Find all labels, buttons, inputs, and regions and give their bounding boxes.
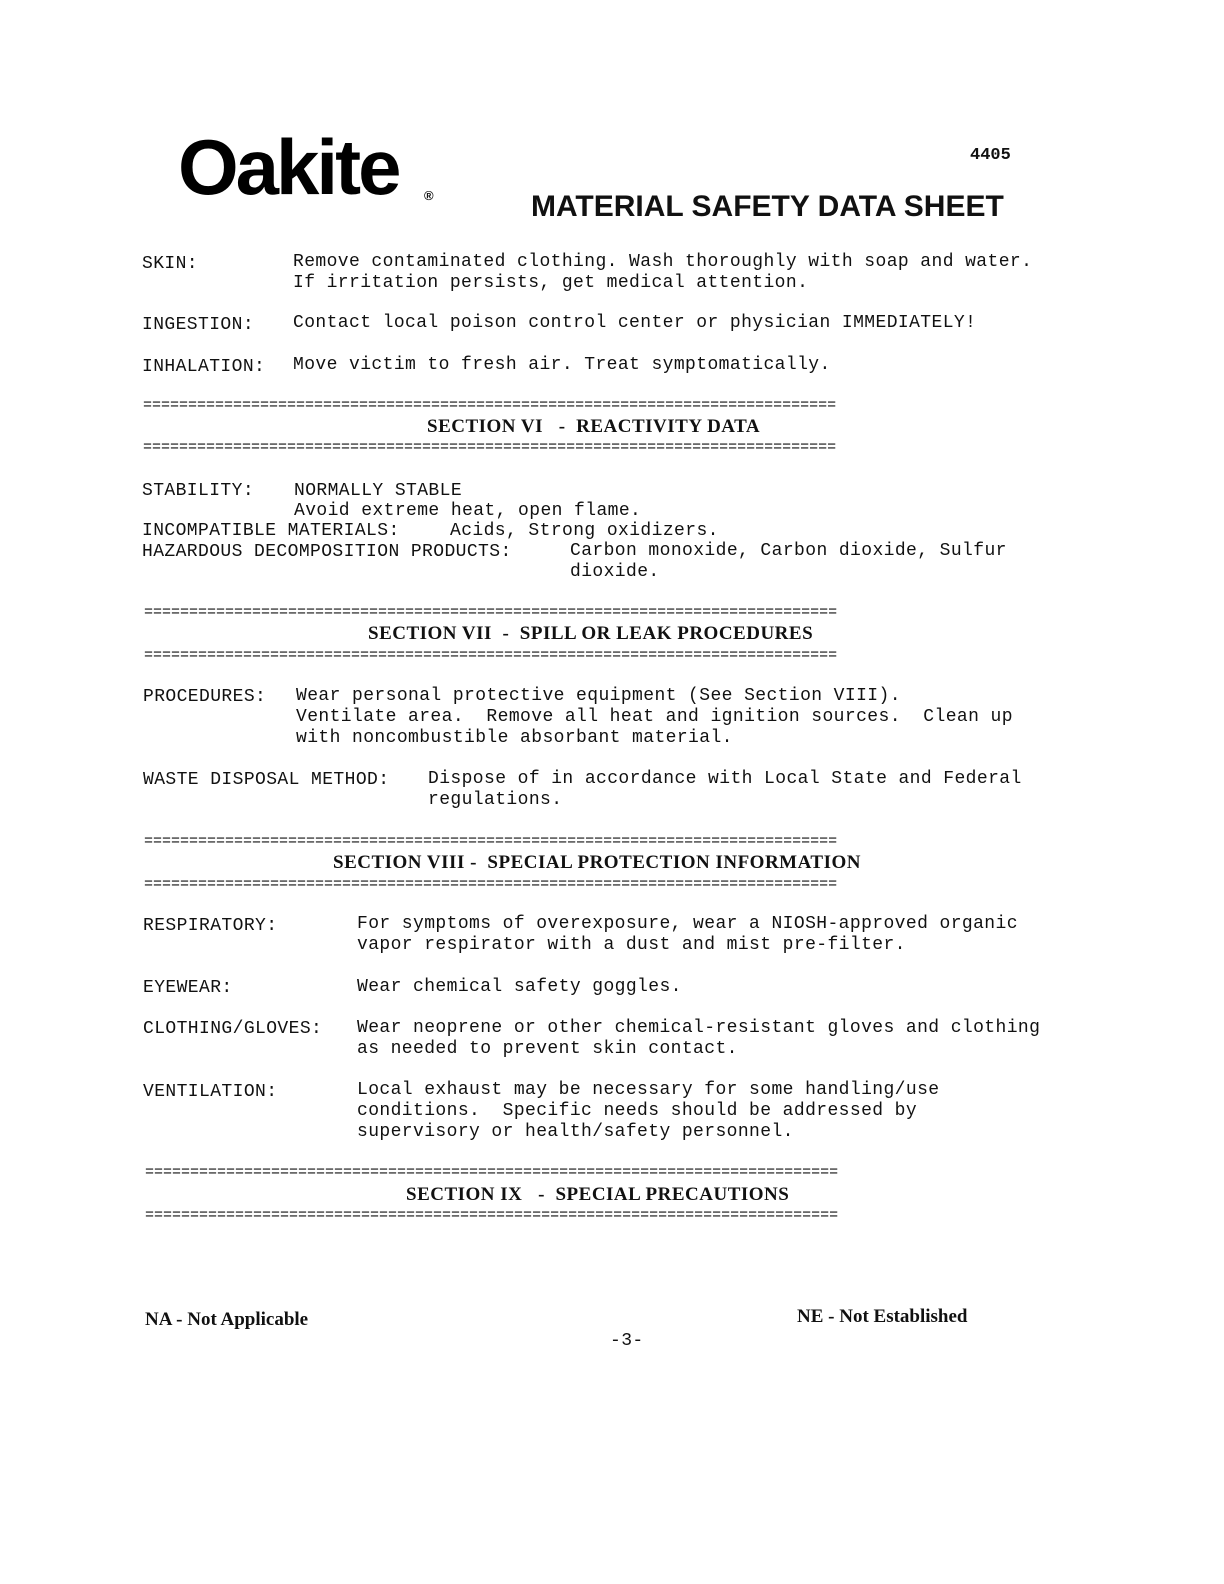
eyewear-label: EYEWEAR:	[143, 978, 233, 998]
ventilation-text-2: conditions. Specific needs should be addressed by	[357, 1101, 918, 1121]
stability-label: STABILITY:	[142, 481, 255, 501]
ingestion-text: Contact local poison control center or physician IMMEDIATELY!	[293, 313, 977, 333]
ventilation-text-3: supervisory or health/safety personnel.	[357, 1122, 794, 1142]
divider-rule: =============================================================================	[145, 1165, 839, 1180]
ingestion-label: INGESTION:	[142, 315, 255, 335]
divider-rule: =============================================================================	[143, 440, 837, 455]
procedures-label: PROCEDURES:	[143, 687, 267, 707]
procedures-text-3: with noncombustible absorbant material.	[296, 728, 733, 748]
eyewear-text: Wear chemical safety goggles.	[357, 977, 682, 997]
section-8-heading: SECTION VIII - SPECIAL PROTECTION INFORMATION	[333, 852, 861, 873]
stability-value: NORMALLY STABLE	[294, 481, 463, 501]
hazardous-text-1: Carbon monoxide, Carbon dioxide, Sulfur	[570, 541, 1007, 561]
divider-rule: =============================================================================	[144, 834, 838, 849]
page-title: MATERIAL SAFETY DATA SHEET	[531, 190, 1004, 223]
clothing-gloves-label: CLOTHING/GLOVES:	[143, 1019, 323, 1039]
hazardous-text-2: dioxide.	[570, 562, 660, 582]
incompatible-value: Acids, Strong oxidizers.	[450, 521, 719, 541]
procedures-text-1: Wear personal protective equipment (See Section VIII).	[296, 686, 901, 706]
waste-disposal-text-1: Dispose of in accordance with Local State and Federal	[428, 769, 1022, 789]
ventilation-text-1: Local exhaust may be necessary for some handling/use	[357, 1080, 940, 1100]
registered-mark: ®	[424, 188, 434, 203]
footer-na-note: NA - Not Applicable	[145, 1309, 309, 1330]
divider-rule: =============================================================================	[144, 648, 838, 663]
footer-ne-note: NE - Not Established	[797, 1306, 968, 1327]
skin-text-1: Remove contaminated clothing. Wash thoroughly with soap and water.	[293, 252, 1033, 272]
divider-rule: =============================================================================	[145, 1208, 839, 1223]
respiratory-text-1: For symptoms of overexposure, wear a NIOSH-approved organic	[357, 914, 1018, 934]
waste-disposal-text-2: regulations.	[428, 790, 563, 810]
skin-text-2: If irritation persists, get medical attention.	[293, 273, 809, 293]
skin-label: SKIN:	[142, 254, 199, 274]
clothing-gloves-text-1: Wear neoprene or other chemical-resistant gloves and clothing	[357, 1018, 1041, 1038]
clothing-gloves-text-2: as needed to prevent skin contact.	[357, 1039, 738, 1059]
incompatible-label: INCOMPATIBLE MATERIALS:	[142, 521, 400, 541]
divider-rule: =============================================================================	[144, 877, 838, 892]
waste-disposal-label: WASTE DISPOSAL METHOD:	[143, 770, 390, 790]
section-6-heading: SECTION VI - REACTIVITY DATA	[427, 416, 761, 437]
section-7-heading: SECTION VII - SPILL OR LEAK PROCEDURES	[368, 623, 814, 644]
ventilation-label: VENTILATION:	[143, 1082, 278, 1102]
page-number: -3-	[610, 1331, 644, 1351]
procedures-text-2: Ventilate area. Remove all heat and ignition sources. Clean up	[296, 707, 1013, 727]
respiratory-label: RESPIRATORY:	[143, 916, 278, 936]
divider-rule: =============================================================================	[143, 398, 837, 413]
hazardous-label: HAZARDOUS DECOMPOSITION PRODUCTS:	[142, 542, 512, 562]
document-number: 4405	[970, 146, 1011, 165]
inhalation-text: Move victim to fresh air. Treat symptomatically.	[293, 355, 831, 375]
respiratory-text-2: vapor respirator with a dust and mist pre-filter.	[357, 935, 906, 955]
stability-note: Avoid extreme heat, open flame.	[294, 501, 642, 521]
divider-rule: =============================================================================	[144, 605, 838, 620]
inhalation-label: INHALATION:	[142, 357, 266, 377]
section-9-heading: SECTION IX - SPECIAL PRECAUTIONS	[406, 1184, 790, 1205]
company-logo: Oakite	[178, 123, 399, 211]
